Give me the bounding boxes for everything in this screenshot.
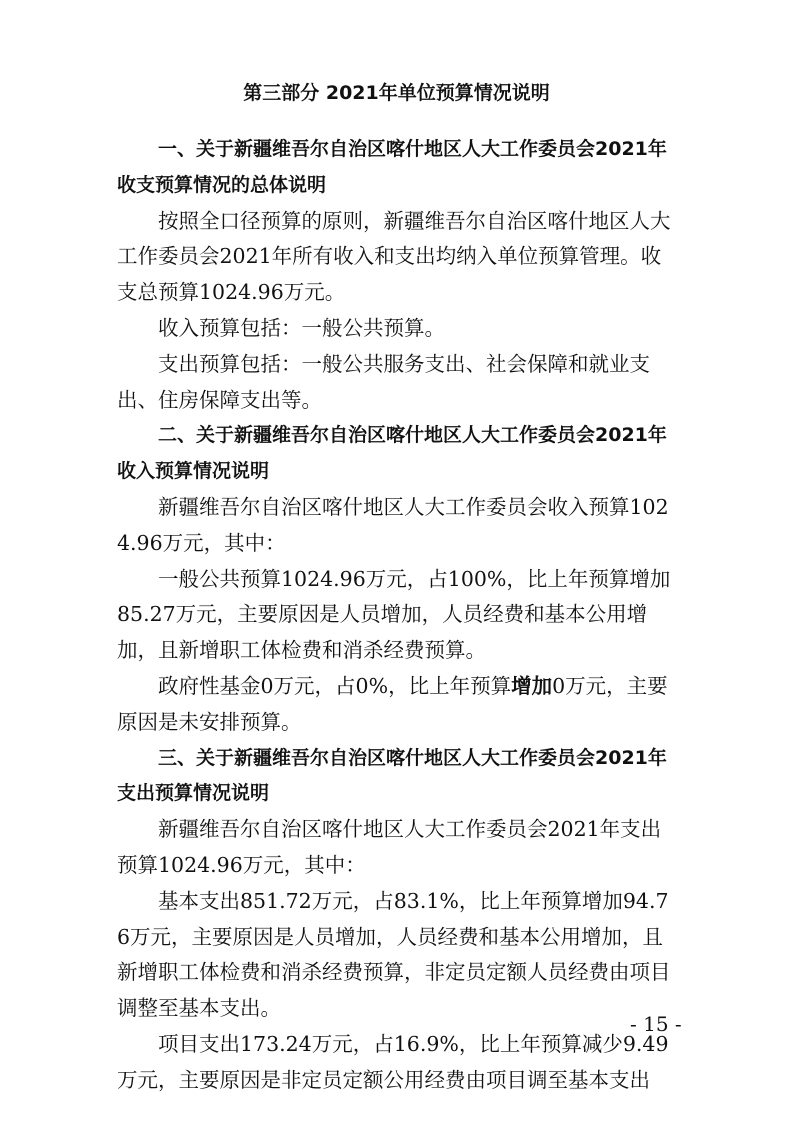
section-3-paragraph-1: 新疆维吾尔自治区喀什地区人大工作委员会2021年支出预算1024.96万元，其中： (117, 817, 662, 877)
section-2-paragraph-3 (117, 669, 672, 741)
section-2-paragraph-3-bold: 增加 (511, 673, 553, 698)
section-1-paragraph-2: 收入预算包括：一般公共预算。 (158, 315, 445, 340)
section-2-paragraph-3-start: 政府性基金0万元，占0%，比上年预算 (158, 673, 512, 698)
section-2-paragraph-1: 新疆维吾尔自治区喀什地区人大工作委员会收入预算1024.96万元，其中： (117, 494, 669, 555)
section-2-paragraph-3-end: 0万元，主要原因是未安排预算。 (117, 673, 668, 734)
section-1-paragraph-1: 按照全口径预算的原则，新疆维吾尔自治区喀什地区人大工作委员会2021年所有收入和支出均纳入单位预算管理。收支总预算1024.96万元。 (117, 208, 671, 305)
section-3-heading: 三、关于新疆维吾尔自治区喀什地区人大工作委员会2021年支出预算情况说明 (117, 746, 667, 805)
page-number: - 15 - (630, 1012, 682, 1036)
section-2-heading: 二、关于新疆维吾尔自治区喀什地区人大工作委员会2021年收入预算情况说明 (117, 424, 667, 483)
document-body (117, 132, 672, 1099)
section-3-paragraph-3: 项目支出173.24万元，占16.9%，比上年预算减少9.49万元，主要原因是非定员定额公用经费由项目调至基本支出 (117, 1031, 669, 1092)
section-2-paragraph-2: 一般公共预算1024.96万元，占100%，比上年预算增加85.27万元，主要原因是人员增加，人员经费和基本公用增加，且新增职工体检费和消杀经费预算。 (117, 566, 671, 663)
section-1-heading: 一、关于新疆维吾尔自治区喀什地区人大工作委员会2021年收支预算情况的总体说明 (117, 138, 667, 196)
page-title: 第三部分 2021年单位预算情况说明 (243, 82, 550, 104)
section-1-paragraph-3: 支出预算包括：一般公共服务支出、社会保障和就业支出、住房保障支出等。 (117, 351, 650, 412)
section-3-paragraph-2: 基本支出851.72万元，占83.1%，比上年预算增加94.76万元，主要原因是人员增加，人员经费和基本公用增加，且新增职工体检费和消杀经费预算，非定员定额人员经费由项目调整至基本支出。 (117, 888, 671, 1021)
